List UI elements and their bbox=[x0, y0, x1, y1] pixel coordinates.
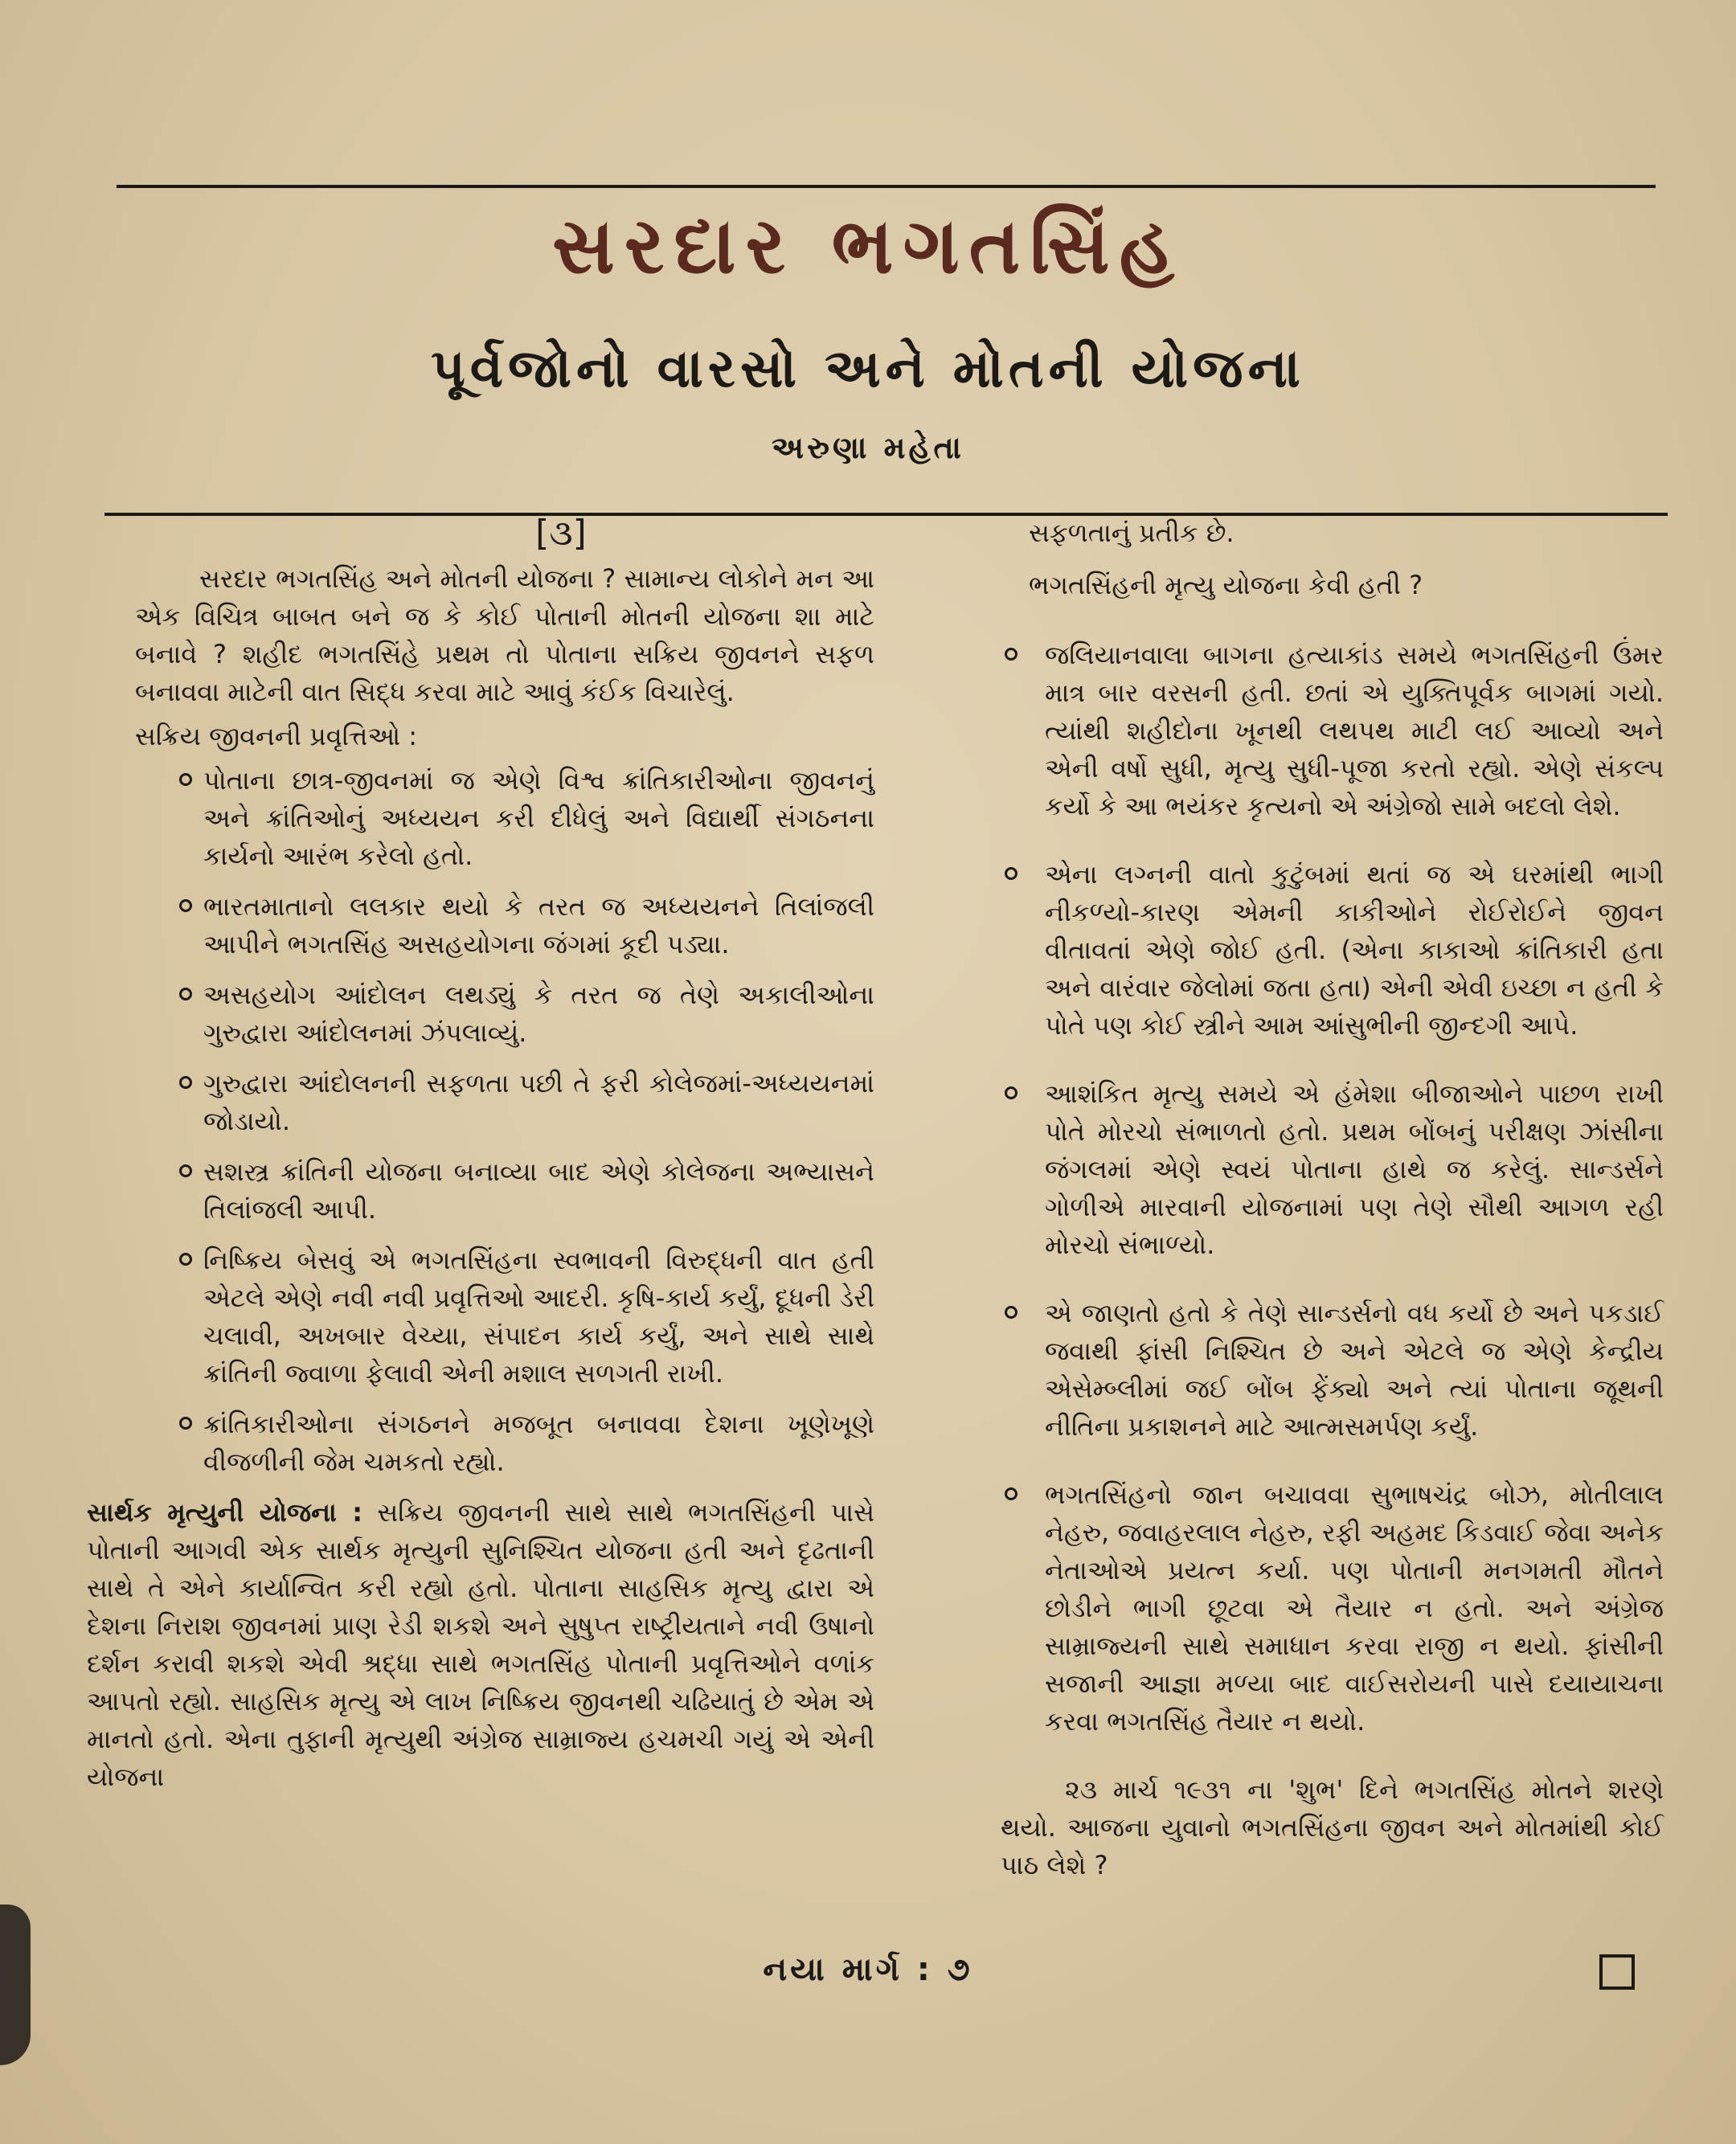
list-item-text: નિષ્ક્રિય બેસવું એ ભગતસિંહના સ્વભાવની વિરુદ્ધની વાત હતી એટલે એણે નવી નવી પ્રવૃત્તિઓ આદરી. કૃષિ-કાર્ય કર્યું, દૂધની ડેરી ચલાવી, અખબાર વેચ્યા, સંપાદન કાર્ય કર્યું, અને સાથે સાથે ક્રાંતિની જ્વાળા ફેલાવી એની મશાલ સળગતી રાખી. bbox=[203, 1245, 874, 1389]
section-text: સક્રિય જીવનની સાથે સાથે ભગતસિંહની પાસે પોતાની આગવી એક સાર્થક મૃત્યુની સુનિશ્ચિત યોજના હતી અને દૃઢતાની સાથે તે એને કાર્યાન્વિત કરી રહ્યો હતો. પોતાના સાહસિક મૃત્યુ દ્વારા એ દેશના નિરાશ જીવનમાં પ્રાણ રેડી શકશે અને સુષુપ્ત રાષ્ટ્રીયતાને નવી ઉષાનો દર્શન કરાવી શકશે એવી શ્રદ્ધા સાથે ભગતસિંહ પોતાની પ્રવૃત્તિઓને વળાંક આપતો રહ્યો. સાહસિક મૃત્યુ એ લાખ નિષ્ક્રિય જીવનથી ચઢિયાતું છે એમ એ માનતો હતો. એના તુફાની મૃત્યુથી અંગ્રેજ સામ્રાજ્ય હચમચી ગયું એ એની યોજના bbox=[87, 1497, 875, 1792]
list-item bbox=[135, 888, 874, 964]
list-item-text: ભગતસિંહનો જાન બચાવવા સુભાષચંદ્ર બોઝ, મોતીલાલ નેહરુ, જવાહરલાલ નેહરુ, રફી અહમદ કિડવાઈ જેવા અનેક નેતાઓએ પ્રયત્ન કર્યા. પણ પોતાની મનગમતી મૌતને છોડીને ભાગી છૂટવા એ તૈયાર ન હતો. અને અંગ્રેજ સામ્રાજ્યની સાથે સમાધાન કરવા રાજી ન થયો. ફાંસીની સજાની આજ્ઞા મળ્યા બાદ વાઈસરોયની પાસે દયાયાચના કરવા ભગતસિંહ તૈયાર ન થયો. bbox=[1045, 1479, 1664, 1737]
bullet-icon bbox=[179, 1164, 192, 1177]
list-item bbox=[135, 1153, 874, 1229]
list-item-text: એ જાણતો હતો કે તેણે સાન્ડર્સનો વધ કર્યો છે અને પકડાઈ જવાથી ફાંસી નિશ્ચિત છે અને એટલે જ એણે કેન્દ્રીય એસેમ્બ્લીમાં જઈ બોંબ ફેંક્યો અને ત્યાં પોતાના જૂથની નીતિના પ્રકાશનને માટે આત્મસમર્પણ કર્યું. bbox=[1045, 1298, 1664, 1442]
part-number: [૩] bbox=[535, 513, 587, 554]
list-item bbox=[135, 976, 874, 1052]
list-item bbox=[1001, 1075, 1664, 1264]
list-item bbox=[1001, 856, 1664, 1045]
right-column bbox=[1001, 514, 1664, 1910]
list-item-text: એના લગ્નની વાતો કુટુંબમાં થતાં જ એ ઘરમાંથી ભાગી નીકળ્યો-કારણ એમની કાકીઓને રોઈરોઈને જીવન વીતાવતાં એણે જોઈ હતી. (એના કાકાઓ ક્રાંતિકારી હતા અને વારંવાર જેલોમાં જતા હતા) એની એવી ઇચ્છા ન હતી કે પોતે પણ કોઈ સ્ત્રીને આમ આંસુભીની જીન્દગી આપે. bbox=[1045, 859, 1664, 1041]
list-item-text: અસહયોગ આંદોલન લથડ્યું કે તરત જ તેણે અકાલીઓના ગુરુદ્વારા આંદોલનમાં ઝંપલાવ્યું. bbox=[203, 980, 874, 1048]
article-title: સરદાર ભગતસિંહ bbox=[552, 201, 1184, 291]
list-item-text: ક્રાંતિકારીઓના સંગઠનને મજબૂત બનાવવા દેશના ખૂણેખૂણે વીજળીની જેમ ચમકતો રહ્યો. bbox=[203, 1409, 874, 1477]
page-footer: નયા માર્ગ : ૭ bbox=[763, 1951, 973, 1988]
bullet-icon bbox=[179, 773, 192, 786]
question-heading: ભગતસિંહની મૃત્યુ યોજના કેવી હતી ? bbox=[1029, 570, 1423, 600]
bullet-icon bbox=[179, 1076, 192, 1089]
bullet-icon bbox=[179, 1417, 192, 1430]
list-item-text: જલિયાનવાલા બાગના હત્યાકાંડ સમયે ભગતસિંહની ઉંમર માત્ર બાર વરસની હતી. છતાં એ યુક્તિપૂર્વક બાગમાં ગયો. ત્યાંથી શહીદોના ખૂનથી લથપથ માટી લઈ આવ્યો અને એની વર્ષો સુધી, મૃત્યુ સુધી-પૂજા કરતો રહ્યો. એણે સંકલ્પ કર્યો કે આ ભયંકર કૃત્યનો એ અંગ્રેજો સામે બદલો લેશે. bbox=[1045, 640, 1664, 821]
activities-label: સક્રિય જીવનની પ્રવૃત્તિઓ : bbox=[135, 721, 418, 751]
article-author: અરુણા મહેતા bbox=[772, 430, 964, 465]
list-item bbox=[1001, 1476, 1664, 1741]
top-rule bbox=[117, 185, 1656, 188]
bullet-icon bbox=[1005, 867, 1017, 880]
continued-text: સફળતાનું પ્રતીક છે. bbox=[1029, 518, 1234, 548]
list-item bbox=[1001, 1295, 1664, 1446]
list-item bbox=[135, 762, 874, 875]
bullet-icon bbox=[1005, 648, 1017, 661]
list-item bbox=[135, 1405, 874, 1481]
right-column-top bbox=[1029, 514, 1664, 604]
activities-list bbox=[135, 762, 874, 1481]
death-plan-section bbox=[87, 1494, 874, 1796]
list-item-text: ભારતમાતાનો લલકાર થયો કે તરત જ અધ્યયનને તિલાંજલી આપીને ભગતસિંહ અસહયોગના જંગમાં કૂદી પડ્યા. bbox=[203, 891, 874, 959]
list-item bbox=[135, 1242, 874, 1393]
list-item-text: સશસ્ત્ર ક્રાંતિની યોજના બનાવ્યા બાદ એણે કોલેજના અભ્યાસને તિલાંજલી આપી. bbox=[203, 1156, 874, 1225]
list-item bbox=[1001, 636, 1664, 825]
bullet-icon bbox=[1005, 1487, 1017, 1500]
bullet-icon bbox=[179, 1253, 192, 1266]
left-column bbox=[87, 513, 875, 1796]
intro-paragraph: સરદાર ભગતસિંહ અને મોતની યોજના ? સામાન્ય લોકોને મન આ એક વિચિત્ર બાબત બને જ કે કોઈ પોતાની મોતની યોજના શા માટે બનાવે ? શહીદ ભગતસિંહે પ્રથમ તો પોતાના સક્રિય જીવનને સફળ બનાવવા માટેની વાત સિદ્ધ કરવા માટે આવું કંઈક વિચારેલું. bbox=[135, 563, 874, 707]
bullet-icon bbox=[179, 899, 192, 912]
bullet-icon bbox=[1005, 1086, 1017, 1099]
section-heading: સાર્થક મૃત્યુની યોજના : bbox=[87, 1497, 362, 1528]
closing-paragraph: ૨૩ માર્ચ ૧૯૩૧ ના 'શુભ' દિને ભગતસિંહ મોતને શરણે થયો. આજના યુવાનો ભગતસિંહના જીવન અને મોતમાંથી કોઈ પાઠ લેશે ? bbox=[1001, 1774, 1664, 1880]
list-item-text: પોતાના છાત્ર-જીવનમાં જ એણે વિશ્વ ક્રાંતિકારીઓના જીવનનું અને ક્રાંતિઓનું અધ્યયન કરી દીધેલું અને વિદ્યાર્થી સંગઠનના કાર્યનો આરંભ કરેલો હતો. bbox=[203, 765, 874, 871]
article-subtitle: પૂર્વજોનો વારસો અને મોતની યોજના bbox=[431, 338, 1305, 399]
list-item-text: આશંકિત મૃત્યુ સમયે એ હંમેશા બીજાઓને પાછળ રાખી પોતે મોરચો સંભાળતો હતો. પ્રથમ બોંબનું પરીક્ષણ ઝાંસીના જંગલમાં એણે સ્વયં પોતાના હાથે જ કરેલું. સાન્ડર્સને ગોળીએ મારવાની યોજનામાં પણ તેણે સૌથી આગળ રહી મોરચો સંભાળ્યો. bbox=[1045, 1078, 1664, 1260]
list-item-text: ગુરુદ્વારા આંદોલનની સફળતા પછી તે ફરી કોલેજમાં-અધ્યયનમાં જોડાયો. bbox=[203, 1068, 874, 1136]
death-plan-list bbox=[1001, 636, 1664, 1741]
bullet-icon bbox=[179, 988, 192, 1000]
bullet-icon bbox=[1005, 1306, 1017, 1319]
list-item bbox=[135, 1065, 874, 1140]
